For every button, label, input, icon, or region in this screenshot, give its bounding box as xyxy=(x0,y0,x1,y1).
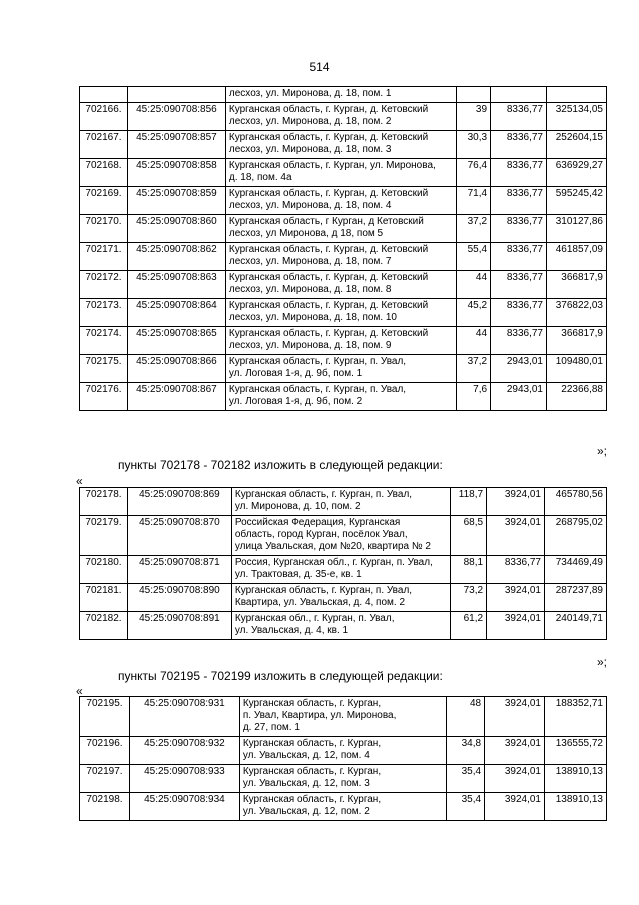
table-body-1 xyxy=(80,87,607,411)
total-cell: 240149,71 xyxy=(545,612,607,640)
num-cell: 702181. xyxy=(80,584,128,612)
address-cell xyxy=(225,271,456,299)
area-cell: 88,1 xyxy=(451,556,487,584)
area-cell: 118,7 xyxy=(451,488,487,516)
address-cell xyxy=(239,793,446,821)
total-cell: 22366,88 xyxy=(546,383,606,411)
area-cell: 68,5 xyxy=(451,516,487,556)
table-row xyxy=(80,697,607,737)
address-line: Курганская область, г. Курган, п. Увал, xyxy=(234,585,413,596)
price-cell: 3924,01 xyxy=(485,737,545,765)
address-line: Курганская область, г. Курган, п. Увал, xyxy=(234,489,413,500)
address-cell xyxy=(225,215,456,243)
area-cell: 73,2 xyxy=(451,584,487,612)
address-line: Курганская область, г. Курган, д. Кетовский xyxy=(228,328,429,339)
address-line: Курганская область, г. Курган, д. Кетовский xyxy=(228,272,429,283)
address-cell xyxy=(231,488,450,516)
price-cell: 8336,77 xyxy=(491,187,547,215)
address-line: ул. Увальская, д. 12, пом. 2 xyxy=(242,806,370,817)
area-cell: 61,2 xyxy=(451,612,487,640)
address-line: Курганская область, г. Курган, д. Кетовский xyxy=(228,244,429,255)
address-line: Курганская область, г Курган, д Кетовский xyxy=(228,216,424,227)
total-cell: 366817,9 xyxy=(546,271,606,299)
address-line: ул. Увальская, д. 12, пом. 4 xyxy=(242,750,370,761)
amendment-paragraph-1: пункты 702178 - 702182 изложить в следующей редакции: xyxy=(118,458,443,472)
cadastral-cell: 45:25:090708:865 xyxy=(127,327,225,355)
total-cell: 138910,13 xyxy=(544,765,606,793)
num-cell: 702170. xyxy=(80,215,128,243)
cadastral-cell: 45:25:090708:863 xyxy=(127,271,225,299)
table-row xyxy=(80,584,607,612)
price-cell: 3924,01 xyxy=(487,516,545,556)
num-cell: 702198. xyxy=(80,793,130,821)
address-line: Курганская область, г. Курган, xyxy=(242,738,382,749)
cadastral-cell: 45:25:090708:891 xyxy=(127,612,231,640)
table-row xyxy=(80,765,607,793)
address-line: область, город Курган, посёлок Увал, xyxy=(234,529,408,540)
price-cell: 8336,77 xyxy=(487,556,545,584)
table-row xyxy=(80,159,607,187)
table-row xyxy=(80,383,607,411)
price-cell: 3924,01 xyxy=(485,793,545,821)
address-cell xyxy=(231,612,450,640)
cadastral-cell xyxy=(127,87,225,103)
address-cell xyxy=(225,299,456,327)
cadastral-cell: 45:25:090708:859 xyxy=(127,187,225,215)
cadastral-cell: 45:25:090708:857 xyxy=(127,131,225,159)
num-cell: 702167. xyxy=(80,131,128,159)
table-row xyxy=(80,243,607,271)
table-row xyxy=(80,271,607,299)
total-cell: 461857,09 xyxy=(546,243,606,271)
table-row-continuation xyxy=(80,87,607,103)
num-cell: 702169. xyxy=(80,187,128,215)
cadastral-cell: 45:25:090708:890 xyxy=(127,584,231,612)
table-row xyxy=(80,737,607,765)
price-cell: 2943,01 xyxy=(491,383,547,411)
table-row xyxy=(80,103,607,131)
total-cell: 325134,05 xyxy=(546,103,606,131)
table-row xyxy=(80,516,607,556)
num-cell: 702180. xyxy=(80,556,128,584)
total-cell: 252604,15 xyxy=(546,131,606,159)
num-cell: 702176. xyxy=(80,383,128,411)
price-cell xyxy=(491,87,547,103)
address-line: лесхоз, ул. Миронова, д. 18, пом. 7 xyxy=(228,256,392,267)
total-cell: 366817,9 xyxy=(546,327,606,355)
cadastral-cell: 45:25:090708:864 xyxy=(127,299,225,327)
table-row xyxy=(80,299,607,327)
cadastral-cell: 45:25:090708:871 xyxy=(127,556,231,584)
total-cell: 636929,27 xyxy=(546,159,606,187)
address-cell xyxy=(225,131,456,159)
address-cell xyxy=(231,556,450,584)
address-line: лесхоз, ул Миронова, д 18, пом 5 xyxy=(228,228,384,239)
address-line: Курганская область, г. Курган, д. Кетовский xyxy=(228,188,429,199)
cadastral-cell: 45:25:090708:933 xyxy=(129,765,239,793)
cadastral-cell: 45:25:090708:867 xyxy=(127,383,225,411)
amendment-paragraph-2: пункты 702195 - 702199 изложить в следующей редакции: xyxy=(118,669,443,683)
opening-quote-2: « xyxy=(76,684,83,698)
address-line: Россия, Курганская обл., г. Курган, п. Увал, xyxy=(234,557,433,568)
table-body-2 xyxy=(80,488,607,640)
price-cell: 3924,01 xyxy=(487,488,545,516)
address-line: Курганская область, г. Курган, xyxy=(242,794,382,805)
cadastral-cell: 45:25:090708:931 xyxy=(129,697,239,737)
total-cell: 188352,71 xyxy=(544,697,606,737)
total-cell: 136555,72 xyxy=(544,737,606,765)
cadastral-cell: 45:25:090708:869 xyxy=(127,488,231,516)
address-line: д. 27, пом. 1 xyxy=(242,722,300,733)
table-row xyxy=(80,488,607,516)
num-cell xyxy=(80,87,128,103)
total-cell xyxy=(546,87,606,103)
price-cell: 2943,01 xyxy=(491,355,547,383)
area-cell: 44 xyxy=(457,327,491,355)
price-cell: 3924,01 xyxy=(485,765,545,793)
table-body-3 xyxy=(80,697,607,821)
address-line: лесхоз, ул. Миронова, д. 18, пом. 8 xyxy=(228,284,392,295)
num-cell: 702195. xyxy=(80,697,130,737)
num-cell: 702172. xyxy=(80,271,128,299)
address-cell xyxy=(225,383,456,411)
address-line: Курганская область, г. Курган, д. Кетовский xyxy=(228,300,429,311)
area-cell: 55,4 xyxy=(457,243,491,271)
num-cell: 702174. xyxy=(80,327,128,355)
num-cell: 702179. xyxy=(80,516,128,556)
price-cell: 8336,77 xyxy=(491,131,547,159)
total-cell: 138910,13 xyxy=(544,793,606,821)
address-line: лесхоз, ул. Миронова, д. 18, пом. 2 xyxy=(228,116,392,127)
table-row xyxy=(80,215,607,243)
area-cell xyxy=(457,87,491,103)
total-cell: 109480,01 xyxy=(546,355,606,383)
price-cell: 8336,77 xyxy=(491,103,547,131)
address-cell xyxy=(239,765,446,793)
price-cell: 3924,01 xyxy=(485,697,545,737)
address-line: лесхоз, ул. Миронова, д. 18, пом. 9 xyxy=(228,340,392,351)
table-row xyxy=(80,556,607,584)
area-cell: 34,8 xyxy=(447,737,485,765)
page-number: 514 xyxy=(309,60,330,74)
address-cell xyxy=(225,243,456,271)
cadastral-cell: 45:25:090708:858 xyxy=(127,159,225,187)
price-cell: 8336,77 xyxy=(491,159,547,187)
total-cell: 268795,02 xyxy=(545,516,607,556)
num-cell: 702175. xyxy=(80,355,128,383)
price-cell: 3924,01 xyxy=(487,584,545,612)
address-line: Российская Федерация, Курганская xyxy=(234,517,401,528)
closing-quote-1: »; xyxy=(597,444,608,458)
address-cell xyxy=(231,584,450,612)
cadastral-cell: 45:25:090708:870 xyxy=(127,516,231,556)
property-table-1 xyxy=(79,86,607,411)
address-cell xyxy=(239,697,446,737)
address-line: ул. Логовая 1-я, д. 9б, пом. 1 xyxy=(228,368,363,379)
address-cell xyxy=(225,355,456,383)
address-line: Курганская область, г. Курган, п. Увал, xyxy=(228,384,407,395)
property-table-3 xyxy=(79,696,607,821)
address-line: ул. Логовая 1-я, д. 9б, пом. 2 xyxy=(228,396,363,407)
num-cell: 702197. xyxy=(80,765,130,793)
price-cell: 3924,01 xyxy=(487,612,545,640)
total-cell: 287237,89 xyxy=(545,584,607,612)
total-cell: 310127,86 xyxy=(546,215,606,243)
area-cell: 37,2 xyxy=(457,355,491,383)
num-cell: 702173. xyxy=(80,299,128,327)
address-line: Курганская область, г. Курган, xyxy=(242,766,382,777)
address-line: Курганская область, г. Курган, xyxy=(242,698,382,709)
address-cell: лесхоз, ул. Миронова, д. 18, пом. 1 xyxy=(225,87,456,103)
total-cell: 465780,56 xyxy=(545,488,607,516)
num-cell: 702166. xyxy=(80,103,128,131)
address-line: Курганская область, г. Курган, п. Увал, xyxy=(228,356,407,367)
address-cell xyxy=(225,327,456,355)
cadastral-cell: 45:25:090708:862 xyxy=(127,243,225,271)
address-line: ул. Миронова, д. 10, пом. 2 xyxy=(234,501,361,512)
cadastral-cell: 45:25:090708:866 xyxy=(127,355,225,383)
table-row xyxy=(80,612,607,640)
address-line: Курганская область, г. Курган, ул. Миронова, xyxy=(228,160,436,171)
total-cell: 734469,49 xyxy=(545,556,607,584)
area-cell: 71,4 xyxy=(457,187,491,215)
address-cell xyxy=(225,187,456,215)
area-cell: 39 xyxy=(457,103,491,131)
cadastral-cell: 45:25:090708:932 xyxy=(129,737,239,765)
address-cell xyxy=(225,103,456,131)
cadastral-cell: 45:25:090708:856 xyxy=(127,103,225,131)
price-cell: 8336,77 xyxy=(491,327,547,355)
area-cell: 7,6 xyxy=(457,383,491,411)
table-row xyxy=(80,793,607,821)
num-cell: 702196. xyxy=(80,737,130,765)
area-cell: 35,4 xyxy=(447,765,485,793)
opening-quote-1: « xyxy=(76,474,83,488)
table-row xyxy=(80,355,607,383)
closing-quote-2: »; xyxy=(597,655,608,669)
address-line: ул. Трактовая, д. 35-е, кв. 1 xyxy=(234,569,362,580)
address-line: д. 18, пом. 4а xyxy=(228,172,292,183)
address-line: Курганская обл., г. Курган, п. Увал, xyxy=(234,613,395,624)
cadastral-cell: 45:25:090708:860 xyxy=(127,215,225,243)
address-line: Курганская область, г. Курган, д. Кетовский xyxy=(228,104,429,115)
area-cell: 48 xyxy=(447,697,485,737)
price-cell: 8336,77 xyxy=(491,299,547,327)
area-cell: 45,2 xyxy=(457,299,491,327)
num-cell: 702178. xyxy=(80,488,128,516)
address-line: лесхоз, ул. Миронова, д. 18, пом. 10 xyxy=(228,312,397,323)
area-cell: 37,2 xyxy=(457,215,491,243)
property-table-2 xyxy=(79,487,607,640)
total-cell: 376822,03 xyxy=(546,299,606,327)
table-row xyxy=(80,187,607,215)
area-cell: 30,3 xyxy=(457,131,491,159)
address-line: лесхоз, ул. Миронова, д. 18, пом. 3 xyxy=(228,144,392,155)
cadastral-cell: 45:25:090708:934 xyxy=(129,793,239,821)
table-row xyxy=(80,131,607,159)
address-cell xyxy=(225,159,456,187)
address-line: Курганская область, г. Курган, д. Кетовский xyxy=(228,132,429,143)
address-line: улица Увальская, дом №20, квартира № 2 xyxy=(234,541,431,552)
address-line: лесхоз, ул. Миронова, д. 18, пом. 4 xyxy=(228,200,392,211)
table-row xyxy=(80,327,607,355)
address-line: ул. Увальская, д. 4, кв. 1 xyxy=(234,625,349,636)
address-line: п. Увал, Квартира, ул. Миронова, xyxy=(242,710,397,721)
num-cell: 702168. xyxy=(80,159,128,187)
num-cell: 702182. xyxy=(80,612,128,640)
area-cell: 76,4 xyxy=(457,159,491,187)
total-cell: 595245,42 xyxy=(546,187,606,215)
area-cell: 44 xyxy=(457,271,491,299)
address-line: ул. Увальская, д. 12, пом. 3 xyxy=(242,778,370,789)
price-cell: 8336,77 xyxy=(491,215,547,243)
address-line: Квартира, ул. Увальская, д. 4, пом. 2 xyxy=(234,597,406,608)
price-cell: 8336,77 xyxy=(491,243,547,271)
num-cell: 702171. xyxy=(80,243,128,271)
address-cell xyxy=(239,737,446,765)
area-cell: 35,4 xyxy=(447,793,485,821)
price-cell: 8336,77 xyxy=(491,271,547,299)
address-cell xyxy=(231,516,450,556)
